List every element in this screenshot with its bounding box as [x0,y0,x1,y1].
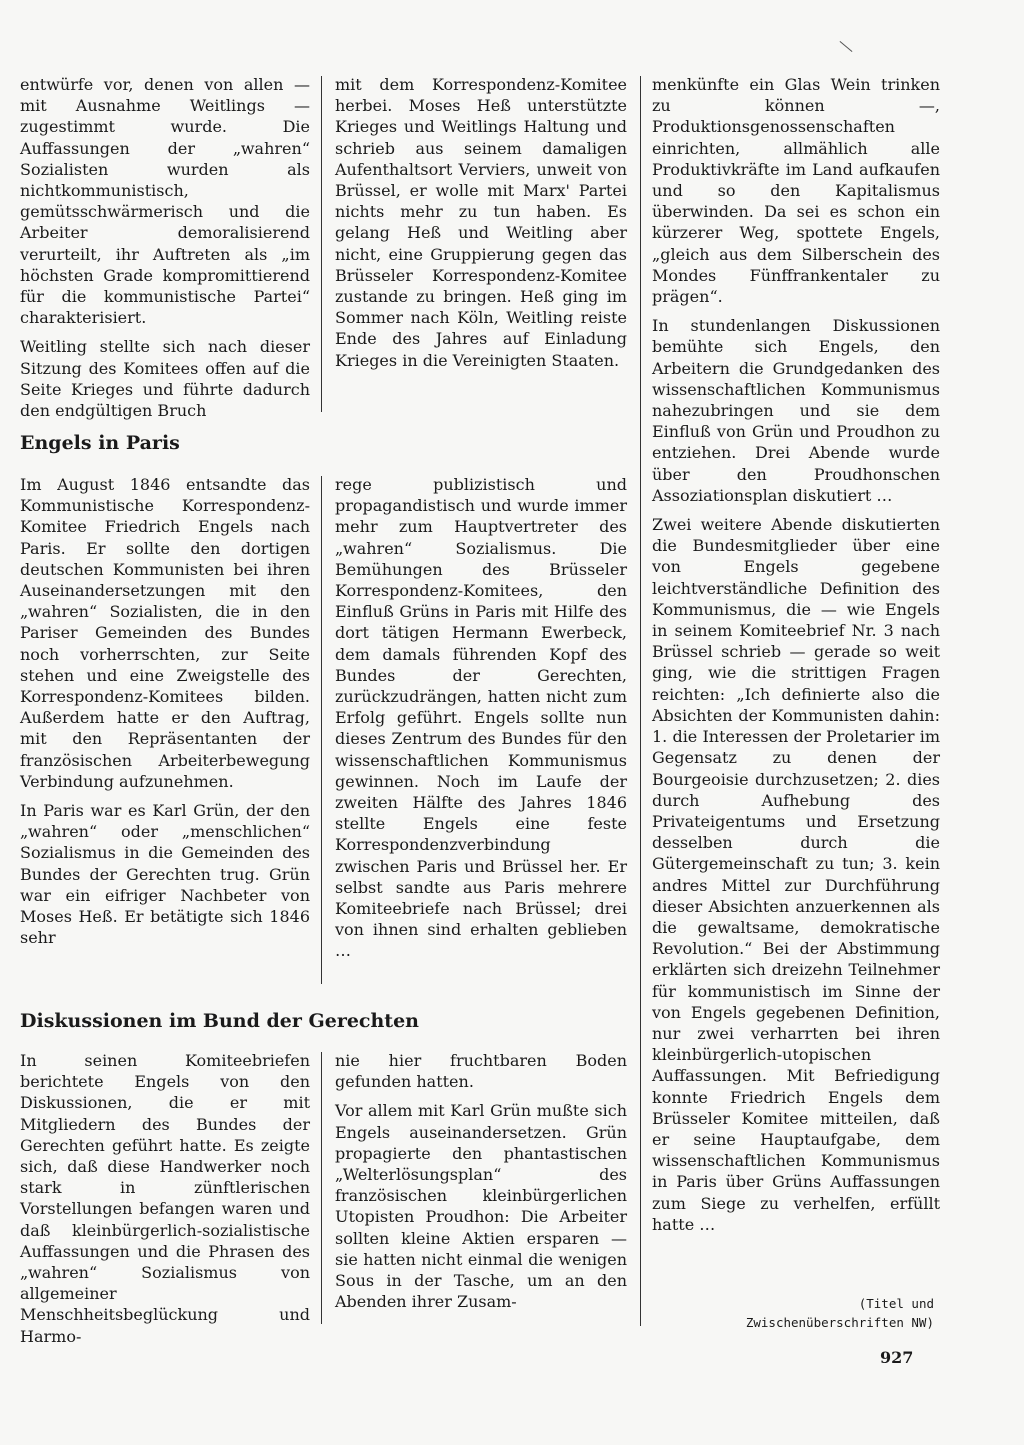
section1-col1 [20,74,310,429]
scan-mark [840,41,853,52]
paragraph: nie hier fruchtbaren Boden gefunden hatten. [335,1051,627,1092]
paragraph: Vor allem mit Karl Grün mußte sich Engels auseinandersetzen. Grün propagierte den phantastischen „Welterlösungsplan“ des französischen kleinbürgerlichen Utopisten Proudhon: Die Arbeiter sollten kleine Aktien ersparen — sie hatten nicht einmal die wenigen Sous in der Tasche, um an den Abenden ihrer Zusam- [335,1101,627,1312]
editorial-note [634,1294,934,1332]
section2-col2 [335,474,627,970]
paragraph: In Paris war es Karl Grün, der den „wahren“ oder „menschlichen“ Sozialismus in die Gemeinden des Bundes der Gerechten trug. Grün war ein eifriger Nachbeter von Moses Heß. Er betätigte sich 1846 sehr [20,801,310,948]
heading-diskussionen: Diskussionen im Bund der Gerechten [20,1010,419,1032]
column-rule [321,1052,322,1324]
note-line: Zwischenüberschriften NW) [745,1315,934,1330]
paragraph: menkünfte ein Glas Wein trinken zu können —, Produktionsgenossenschaften einrichten, allmählich alle Produktivkräfte im Land aufkaufen und so den Kapitalismus überwinden. Da sei es schon ein kürzerer Weg, spottete Engels, „gleich aus dem Silberschein des Mondes Fünffrankentaler zu prägen“. [652,75,940,307]
section1-col2 [335,74,627,379]
right-column [652,74,940,1243]
paragraph: Weitling stellte sich nach dieser Sitzung des Komitees offen auf die Seite Krieges und führte dadurch den endgültigen Bruch [20,337,310,421]
note-line: (Titel und [858,1296,934,1311]
paragraph: rege publizistisch und propagandistisch und wurde immer mehr zum Hauptvertreter des „wahren“ Sozialismus. Die Bemühungen des Brüsseler Korrespondenz-Komitees, den Einfluß Grüns in Paris mit Hilfe des dort tätigen Hermann Ewerbeck, dem damals führenden Kopf des Bundes der Gerechten, zurückzudrängen, hatten nicht zum Erfolg geführt. Engels sollte nun dieses Zentrum des Bundes für den wissenschaftlichen Kommunismus gewinnen. Noch im Laufe der zweiten Hälfte des Jahres 1846 stellte Engels eine feste Korrespondenzverbindung zwischen Paris und Brüssel her. Er selbst sandte aus Paris mehrere Komiteebriefe nach Brüssel; drei von ihnen sind erhalten geblieben … [335,475,627,961]
paragraph: entwürfe vor, denen von allen — mit Ausnahme Weitlings — zugestimmt wurde. Die Auffassungen der „wahren“ Sozialisten wurden als nichtkommunistisch, gemütsschwärmerisch und die Arbeiter demoralisierend verurteilt, ihr Auftreten als „im höchsten Grade kompromittierend für die kommunistische Partei“ charakterisiert. [20,75,310,328]
heading-engels-in-paris: Engels in Paris [20,432,180,454]
section3-col2 [335,1050,627,1320]
paragraph: Zwei weitere Abende diskutierten die Bundesmitglieder über eine von Engels gegebene leichtverständliche Definition des Kommunismus, die — wie Engels in seinem Komiteebrief Nr. 3 nach Brüssel schrieb — gerade so weit ging, wie die strittigen Fragen reichten: „Ich definierte also die Absichten der Kommunisten dahin: 1. die Interessen der Proletarier im Gegensatz zu denen der Bourgeoisie durchzusetzen; 2. dies durch Aufhebung des Privateigentums und Ersetzung desselben durch die Gütergemeinschaft zu tun; 3. kein andres Mittel zur Durchführung dieser Absichten anzuerkennen als die gewaltsame, demokratische Revolution.“ Bei der Abstimmung erklärten sich dreizehn Teilnehmer für kommunistisch im Sinne der von Engels gegebenen Definition, nur zwei verharrten bei ihren kleinbürgerlich-utopischen Auffassungen. Mit Befriedigung konnte Friedrich Engels dem Brüsseler Komitee mitteilen, daß er seine Hauptaufgabe, dem wissenschaftlichen Kommunismus in Paris über Grüns Auffassungen zum Siege zu verhelfen, erfüllt hatte … [652,515,940,1234]
column-rule [640,76,641,1326]
paragraph: In seinen Komiteebriefen berichtete Engels von den Diskussionen, die er mit Mitgliedern des Bundes der Gerechten geführt hatte. Es zeigte sich, daß diese Handwerker noch stark in zünftlerischen Vorstellungen befangen waren und daß kleinbürgerlich-sozialistische Auffassungen und die Phrasen des „wahren“ Sozialismus von allgemeiner Menschheitsbeglückung und Harmo- [20,1051,310,1346]
page-number: 927 [880,1348,914,1367]
paragraph: Im August 1846 entsandte das Kommunistische Korrespondenz-Komitee Friedrich Engels nach Paris. Er sollte den dortigen deutschen Kommunisten bei ihren Auseinandersetzungen mit den „wahren“ Sozialisten, die in den Pariser Gemeinden des Bundes noch vorherrschten, zur Seite stehen und eine Zweigstelle des Korrespondenz-Komitees bilden. Außerdem hatte er den Auftrag, mit den Repräsentanten der französischen Arbeiterbewegung Verbindung aufzunehmen. [20,475,310,791]
column-rule [321,476,322,984]
section3-col1 [20,1050,310,1355]
paragraph: In stundenlangen Diskussionen bemühte sich Engels, den Arbeitern die Grundgedanken des wissenschaftlichen Kommunismus nahezubringen und sie dem Einfluß von Grün und Proudhon zu entziehen. Drei Abende wurde über den Proudhonschen Assoziationsplan diskutiert … [652,316,940,505]
column-rule [321,76,322,412]
paragraph: mit dem Korrespondenz-Komitee herbei. Moses Heß unterstützte Krieges und Weitlings Haltung und schrieb aus seinem damaligen Aufenthaltsort Verviers, unweit von Brüssel, er wolle mit Marx' Partei nichts mehr zu tun haben. Es gelang Heß und Weitling aber nicht, eine Gruppierung gegen das Brüsseler Korrespondenz-Komitee zustande zu bringen. Heß ging im Sommer nach Köln, Weitling reiste Ende des Jahres auf Einladung Krieges in die Vereinigten Staaten. [335,75,627,370]
section2-col1 [20,474,310,956]
